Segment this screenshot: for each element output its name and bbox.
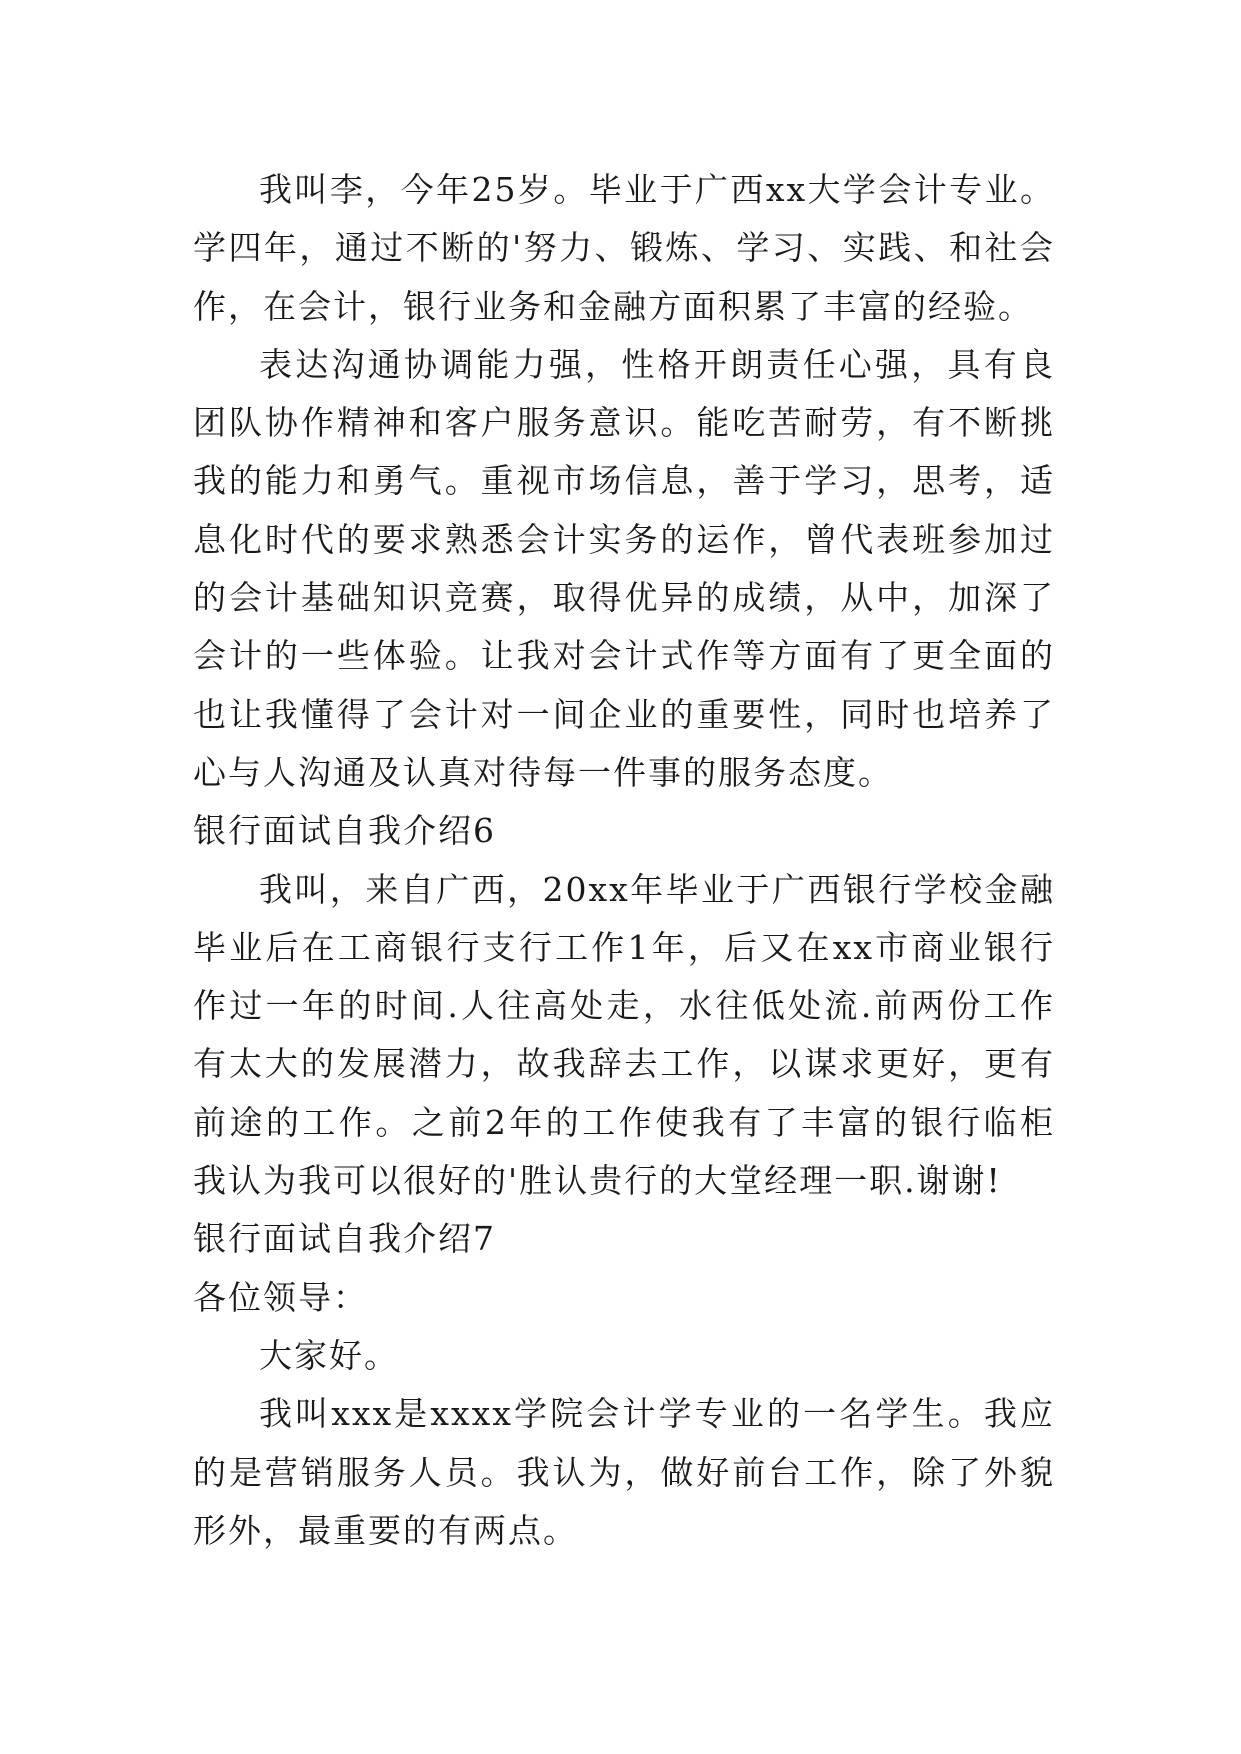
paragraph-3-line-6: 我认为我可以很好的'胜认贵行的大堂经理一职.谢谢!: [193, 1161, 1002, 1201]
paragraph-3-line-5: 前途的工作。之前2年的工作使我有了丰富的银行临柜: [193, 1102, 1055, 1142]
paragraph-2-line-1: 表达沟通协调能力强，性格开朗责任心强，具有良: [259, 344, 1055, 384]
paragraph-1-line-3: 作，在会计，银行业务和金融方面积累了丰富的经验。: [193, 286, 1033, 326]
paragraph-1-line-2: 学四年，通过不断的'努力、锻炼、学习、实践、和社会: [193, 228, 1055, 268]
paragraph-1-line-1: 我叫李，今年25岁。毕业于广西xx大学会计专业。: [259, 170, 1055, 209]
paragraph-3-line-1: 我叫，来自广西，20xx年毕业于广西银行学校金融: [259, 869, 1055, 909]
paragraph-4-line-2: 的是营销服务人员。我认为，做好前台工作，除了外貌: [193, 1452, 1055, 1492]
salutation: 各位领导：: [193, 1277, 368, 1317]
paragraph-2-line-5: 的会计基础知识竞赛，取得优异的成绩，从中，加深了: [193, 578, 1055, 618]
paragraph-4-line-1: 我叫xxx是xxxx学院会计学专业的一名学生。我应: [259, 1394, 1055, 1434]
paragraph-2-line-2: 团队协作精神和客户服务意识。能吃苦耐劳，有不断挑: [193, 403, 1055, 443]
section-heading-6: 银行面试自我介绍6: [193, 811, 496, 851]
paragraph-2-line-8: 心与人沟通及认真对待每一件事的服务态度。: [193, 752, 893, 792]
section-heading-7: 银行面试自我介绍7: [193, 1219, 496, 1259]
paragraph-2-line-7: 也让我懂得了会计对一间企业的重要性，同时也培养了: [193, 694, 1055, 734]
paragraph-2-line-4: 息化时代的要求熟悉会计实务的运作，曾代表班参加过: [193, 519, 1055, 559]
paragraph-3-line-2: 毕业后在工商银行支行工作1年，后又在xx市商业银行: [193, 927, 1055, 967]
paragraph-3-line-4: 有太大的发展潜力，故我辞去工作，以谋求更好，更有: [193, 1044, 1055, 1084]
paragraph-2-line-6: 会计的一些体验。让我对会计式作等方面有了更全面的: [193, 636, 1055, 676]
document-body: [193, 161, 1055, 1560]
paragraph-3-line-3: 作过一年的时间.人往高处走，水往低处流.前两份工作: [193, 986, 1055, 1026]
paragraph-2-line-3: 我的能力和勇气。重视市场信息，善于学习，思考，适: [193, 461, 1055, 501]
greeting: 大家好。: [259, 1335, 399, 1375]
paragraph-4-line-3: 形外，最重要的有两点。: [193, 1510, 578, 1550]
